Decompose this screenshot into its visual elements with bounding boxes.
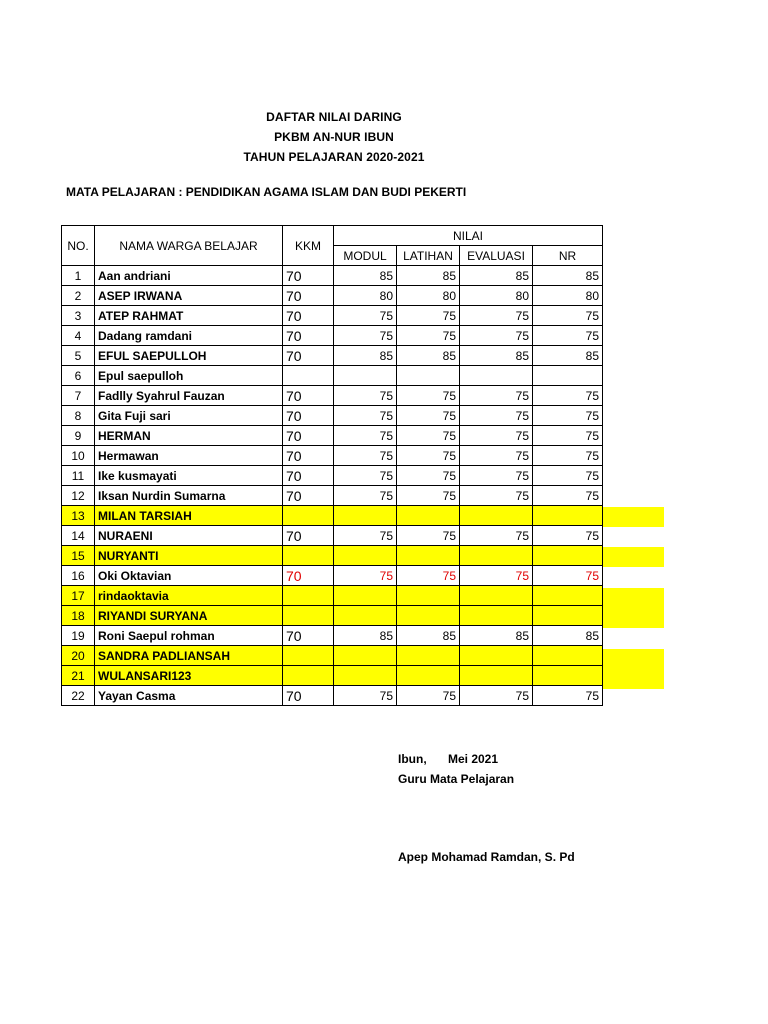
nr-score: 80 (533, 286, 603, 306)
evaluasi-score: 75 (460, 406, 533, 426)
kkm-value: 70 (283, 346, 334, 366)
student-name: Ike kusmayati (95, 466, 283, 486)
row-number: 15 (62, 546, 95, 566)
student-name: rindaoktavia (95, 586, 283, 606)
latihan-score: 75 (397, 386, 460, 406)
row-number: 2 (62, 286, 95, 306)
kkm-value: 70 (283, 626, 334, 646)
kkm-value: 70 (283, 386, 334, 406)
row-number: 21 (62, 666, 95, 686)
table-row (62, 486, 603, 506)
student-name: Dadang ramdani (95, 326, 283, 346)
student-name: Gita Fuji sari (95, 406, 283, 426)
modul-score: 85 (334, 266, 397, 286)
row-number: 22 (62, 686, 95, 706)
highlight-strip (603, 507, 664, 527)
table-row (62, 666, 603, 686)
modul-score: 75 (334, 526, 397, 546)
evaluasi-score: 85 (460, 266, 533, 286)
signature-role: Guru Mata Pelajaran (398, 772, 515, 786)
header-kkm: KKM (283, 226, 334, 266)
row-number: 9 (62, 426, 95, 446)
student-name: RIYANDI SURYANA (95, 606, 283, 626)
student-name: SANDRA PADLIANSAH (95, 646, 283, 666)
latihan-score: 85 (397, 626, 460, 646)
nr-score: 75 (533, 426, 603, 446)
row-number: 11 (62, 466, 95, 486)
highlight-strip (603, 669, 664, 689)
evaluasi-score: 75 (460, 326, 533, 346)
row-number: 3 (62, 306, 95, 326)
nr-score: 75 (533, 566, 603, 586)
kkm-value (283, 586, 334, 606)
kkm-value: 70 (283, 326, 334, 346)
student-name: NURYANTI (95, 546, 283, 566)
table-row (62, 546, 603, 566)
nr-score (533, 506, 603, 526)
nr-score: 75 (533, 446, 603, 466)
nr-score: 85 (533, 266, 603, 286)
nr-score (533, 546, 603, 566)
student-name: Hermawan (95, 446, 283, 466)
kkm-value: 70 (283, 426, 334, 446)
latihan-score (397, 646, 460, 666)
latihan-score: 75 (397, 686, 460, 706)
kkm-value: 70 (283, 406, 334, 426)
student-name: NURAENI (95, 526, 283, 546)
student-name: Iksan Nurdin Sumarna (95, 486, 283, 506)
latihan-score: 75 (397, 326, 460, 346)
table-row (62, 606, 603, 626)
table-row (62, 266, 603, 286)
modul-score (334, 546, 397, 566)
student-name: MILAN TARSIAH (95, 506, 283, 526)
kkm-value (283, 666, 334, 686)
row-number: 12 (62, 486, 95, 506)
evaluasi-score: 75 (460, 526, 533, 546)
modul-score: 75 (334, 386, 397, 406)
header-no: NO. (62, 226, 95, 266)
table-row (62, 646, 603, 666)
latihan-score: 75 (397, 566, 460, 586)
modul-score: 75 (334, 486, 397, 506)
evaluasi-score: 85 (460, 346, 533, 366)
academic-year: TAHUN PELAJARAN 2020-2021 (243, 150, 425, 164)
table-row (62, 326, 603, 346)
signature-name: Apep Mohamad Ramdan, S. Pd (398, 850, 575, 864)
student-name: ASEP IRWANA (95, 286, 283, 306)
table-row (62, 286, 603, 306)
modul-score: 75 (334, 426, 397, 446)
kkm-value: 70 (283, 526, 334, 546)
nr-score: 75 (533, 486, 603, 506)
modul-score: 75 (334, 406, 397, 426)
highlight-strip (603, 547, 664, 567)
row-number: 7 (62, 386, 95, 406)
evaluasi-score: 75 (460, 446, 533, 466)
signature-date: Mei 2021 (448, 752, 499, 766)
row-number: 20 (62, 646, 95, 666)
latihan-score: 85 (397, 266, 460, 286)
table-row (62, 306, 603, 326)
modul-score (334, 666, 397, 686)
student-name: Roni Saepul rohman (95, 626, 283, 646)
latihan-score: 75 (397, 446, 460, 466)
header-latihan: LATIHAN (397, 246, 460, 266)
modul-score: 80 (334, 286, 397, 306)
student-name: HERMAN (95, 426, 283, 446)
nr-score: 85 (533, 626, 603, 646)
row-number: 1 (62, 266, 95, 286)
student-name: EFUL SAEPULLOH (95, 346, 283, 366)
evaluasi-score: 85 (460, 626, 533, 646)
nr-score (533, 606, 603, 626)
highlight-strip (603, 588, 664, 608)
modul-score: 75 (334, 446, 397, 466)
highlight-strip (603, 608, 664, 628)
kkm-value: 70 (283, 466, 334, 486)
latihan-score: 75 (397, 306, 460, 326)
evaluasi-score (460, 366, 533, 386)
row-number: 6 (62, 366, 95, 386)
student-name: Epul saepulloh (95, 366, 283, 386)
header-name: NAMA WARGA BELAJAR (95, 226, 283, 266)
row-number: 5 (62, 346, 95, 366)
row-number: 17 (62, 586, 95, 606)
latihan-score: 85 (397, 346, 460, 366)
nr-score: 75 (533, 466, 603, 486)
nr-score: 75 (533, 326, 603, 346)
table-row (62, 686, 603, 706)
kkm-value: 70 (283, 306, 334, 326)
evaluasi-score (460, 646, 533, 666)
evaluasi-score (460, 606, 533, 626)
evaluasi-score (460, 506, 533, 526)
latihan-score (397, 586, 460, 606)
table-row (62, 346, 603, 366)
latihan-score: 75 (397, 406, 460, 426)
kkm-value: 70 (283, 486, 334, 506)
evaluasi-score (460, 546, 533, 566)
kkm-value: 70 (283, 566, 334, 586)
nr-score (533, 666, 603, 686)
nr-score: 85 (533, 346, 603, 366)
table-row (62, 586, 603, 606)
evaluasi-score: 75 (460, 426, 533, 446)
student-name: ATEP RAHMAT (95, 306, 283, 326)
institution-name: PKBM AN-NUR IBUN (274, 130, 394, 144)
table-row (62, 386, 603, 406)
kkm-value (283, 506, 334, 526)
modul-score (334, 646, 397, 666)
kkm-value (283, 646, 334, 666)
table-row (62, 506, 603, 526)
modul-score: 75 (334, 466, 397, 486)
row-number: 14 (62, 526, 95, 546)
modul-score (334, 366, 397, 386)
header-evaluasi: EVALUASI (460, 246, 533, 266)
modul-score (334, 506, 397, 526)
evaluasi-score: 75 (460, 566, 533, 586)
nr-score (533, 366, 603, 386)
student-name: Yayan Casma (95, 686, 283, 706)
student-name: WULANSARI123 (95, 666, 283, 686)
row-number: 18 (62, 606, 95, 626)
kkm-value: 70 (283, 266, 334, 286)
table-row (62, 626, 603, 646)
table-row (62, 426, 603, 446)
header-nr: NR (533, 246, 603, 266)
nr-score: 75 (533, 686, 603, 706)
nr-score: 75 (533, 386, 603, 406)
table-row (62, 366, 603, 386)
row-number: 4 (62, 326, 95, 346)
kkm-value (283, 366, 334, 386)
latihan-score: 80 (397, 286, 460, 306)
nr-score (533, 646, 603, 666)
highlight-strip (603, 649, 664, 669)
kkm-value (283, 546, 334, 566)
evaluasi-score: 75 (460, 386, 533, 406)
latihan-score: 75 (397, 526, 460, 546)
modul-score: 85 (334, 626, 397, 646)
evaluasi-score: 75 (460, 466, 533, 486)
nr-score: 75 (533, 526, 603, 546)
evaluasi-score: 75 (460, 306, 533, 326)
table-row (62, 526, 603, 546)
evaluasi-score: 80 (460, 286, 533, 306)
student-name: Oki Oktavian (95, 566, 283, 586)
table-row (62, 446, 603, 466)
row-number: 16 (62, 566, 95, 586)
latihan-score: 75 (397, 486, 460, 506)
latihan-score: 75 (397, 466, 460, 486)
table-body (62, 266, 603, 706)
latihan-score (397, 546, 460, 566)
header-modul: MODUL (334, 246, 397, 266)
latihan-score (397, 666, 460, 686)
modul-score: 85 (334, 346, 397, 366)
table-row (62, 466, 603, 486)
kkm-value: 70 (283, 446, 334, 466)
row-number: 8 (62, 406, 95, 426)
header-nilai: NILAI (334, 226, 603, 246)
row-number: 19 (62, 626, 95, 646)
latihan-score (397, 366, 460, 386)
document-title: DAFTAR NILAI DARING (266, 110, 402, 124)
latihan-score (397, 506, 460, 526)
kkm-value (283, 606, 334, 626)
subject-line: MATA PELAJARAN : PENDIDIKAN AGAMA ISLAM DAN BUDI PEKERTI (66, 185, 467, 199)
modul-score: 75 (334, 326, 397, 346)
evaluasi-score: 75 (460, 486, 533, 506)
evaluasi-score (460, 586, 533, 606)
modul-score (334, 586, 397, 606)
modul-score: 75 (334, 686, 397, 706)
latihan-score (397, 606, 460, 626)
nr-score (533, 586, 603, 606)
table-row (62, 406, 603, 426)
row-number: 10 (62, 446, 95, 466)
kkm-value: 70 (283, 286, 334, 306)
grades-table (61, 225, 603, 706)
student-name: Fadlly Syahrul Fauzan (95, 386, 283, 406)
nr-score: 75 (533, 306, 603, 326)
modul-score: 75 (334, 306, 397, 326)
table-row (62, 566, 603, 586)
latihan-score: 75 (397, 426, 460, 446)
signature-place: Ibun, (398, 752, 427, 766)
evaluasi-score: 75 (460, 686, 533, 706)
modul-score: 75 (334, 566, 397, 586)
row-number: 13 (62, 506, 95, 526)
kkm-value: 70 (283, 686, 334, 706)
student-name: Aan andriani (95, 266, 283, 286)
modul-score (334, 606, 397, 626)
evaluasi-score (460, 666, 533, 686)
nr-score: 75 (533, 406, 603, 426)
